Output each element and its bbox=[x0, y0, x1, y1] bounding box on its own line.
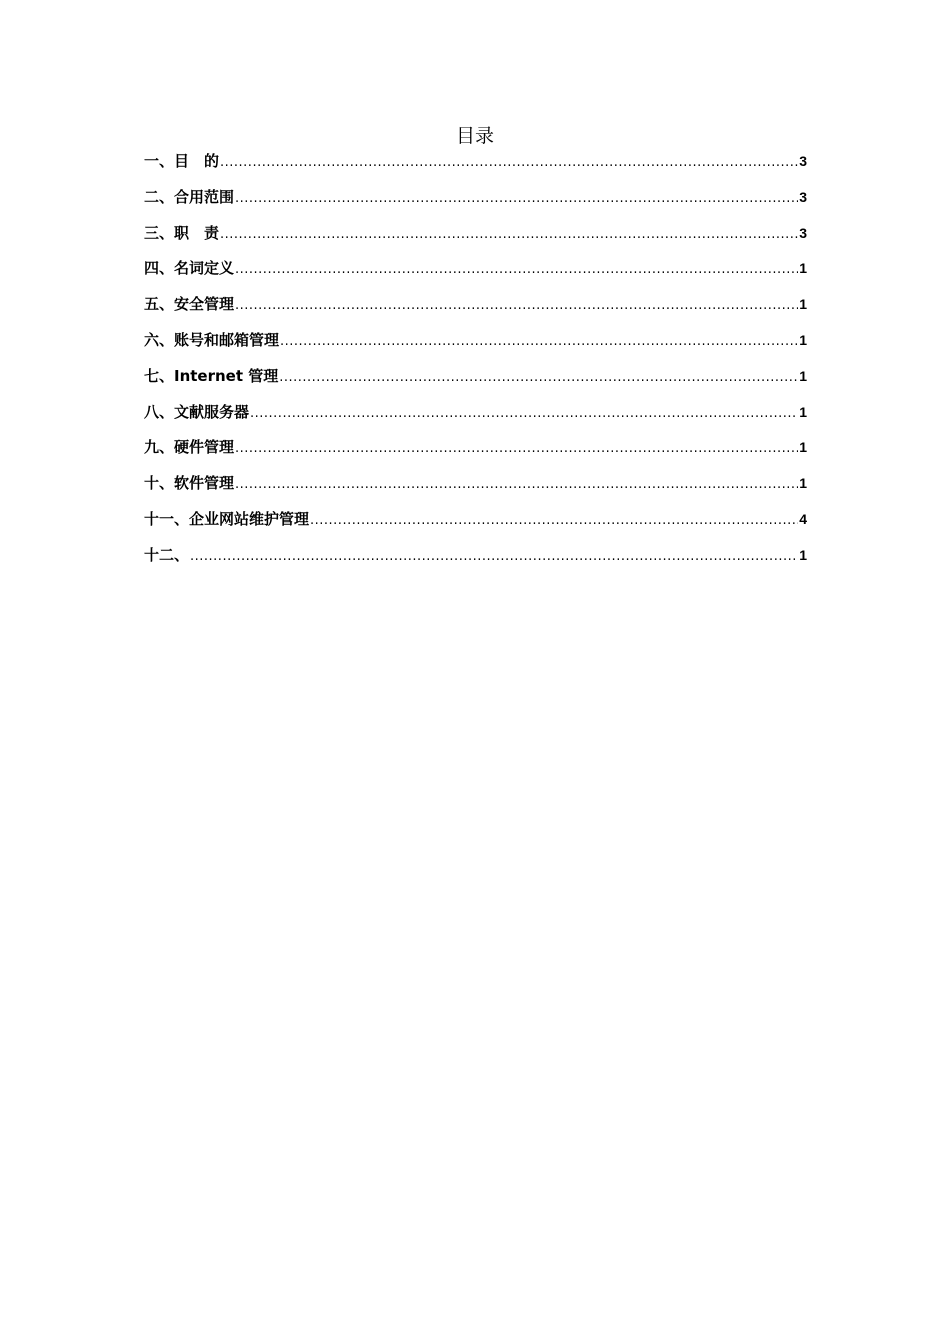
toc-entry-12[interactable] bbox=[144, 544, 807, 580]
toc-title: 目录 bbox=[455, 125, 494, 147]
dot-leader bbox=[235, 188, 798, 210]
toc-page-number: 1 bbox=[799, 475, 807, 492]
toc-entry-label: 三、职 责 bbox=[144, 223, 220, 242]
dot-leader bbox=[235, 295, 798, 317]
toc-entry-label: 五、安全管理 bbox=[144, 295, 235, 314]
toc-entry-7[interactable] bbox=[144, 365, 807, 401]
table-of-contents bbox=[144, 150, 807, 580]
dot-leader bbox=[190, 546, 798, 568]
dot-leader bbox=[279, 367, 798, 389]
dot-leader bbox=[250, 403, 798, 425]
toc-entry-label: 一、目 的 bbox=[144, 152, 220, 170]
toc-entry-label: 九、硬件管理 bbox=[144, 438, 235, 457]
toc-page-number: 4 bbox=[799, 510, 807, 527]
toc-entry-8[interactable] bbox=[144, 401, 807, 437]
toc-page-number: 1 bbox=[799, 546, 807, 563]
toc-page-number: 1 bbox=[799, 439, 807, 456]
dot-leader bbox=[220, 152, 798, 174]
toc-entry-5[interactable] bbox=[144, 293, 807, 329]
toc-entry-label: 二、合用范围 bbox=[144, 187, 235, 206]
toc-entry-label: 八、文献服务器 bbox=[144, 402, 250, 421]
toc-entry-label: 十、软件管理 bbox=[144, 474, 235, 493]
toc-page-number: 1 bbox=[799, 367, 807, 384]
toc-entry-label: 十二、 bbox=[144, 545, 190, 564]
toc-entry-label: 六、账号和邮箱管理 bbox=[144, 330, 280, 349]
toc-entry-label: 十一、企业网站维护管理 bbox=[144, 509, 310, 528]
toc-entry-label: 四、名词定义 bbox=[144, 259, 235, 278]
toc-page-number: 1 bbox=[799, 296, 807, 313]
toc-entry-1[interactable] bbox=[144, 150, 807, 186]
toc-entry-4[interactable] bbox=[144, 257, 807, 293]
dot-leader bbox=[235, 474, 798, 496]
toc-entry-3[interactable] bbox=[144, 222, 807, 258]
toc-page-number: 1 bbox=[799, 260, 807, 277]
dot-leader bbox=[235, 259, 798, 281]
toc-page-number: 1 bbox=[799, 331, 807, 348]
toc-page-number: 3 bbox=[799, 188, 807, 205]
dot-leader bbox=[235, 438, 798, 460]
toc-entry-9[interactable] bbox=[144, 436, 807, 472]
toc-entry-label: 七、Internet 管理 bbox=[144, 366, 279, 385]
toc-entry-10[interactable] bbox=[144, 472, 807, 508]
dot-leader bbox=[220, 224, 798, 246]
toc-entry-6[interactable] bbox=[144, 329, 807, 365]
dot-leader bbox=[310, 510, 798, 532]
toc-page-number: 3 bbox=[799, 153, 807, 169]
toc-page-number: 1 bbox=[799, 403, 807, 420]
toc-entry-11[interactable] bbox=[144, 508, 807, 544]
toc-page-number: 3 bbox=[799, 224, 807, 241]
toc-entry-2[interactable] bbox=[144, 186, 807, 222]
dot-leader bbox=[280, 331, 798, 353]
